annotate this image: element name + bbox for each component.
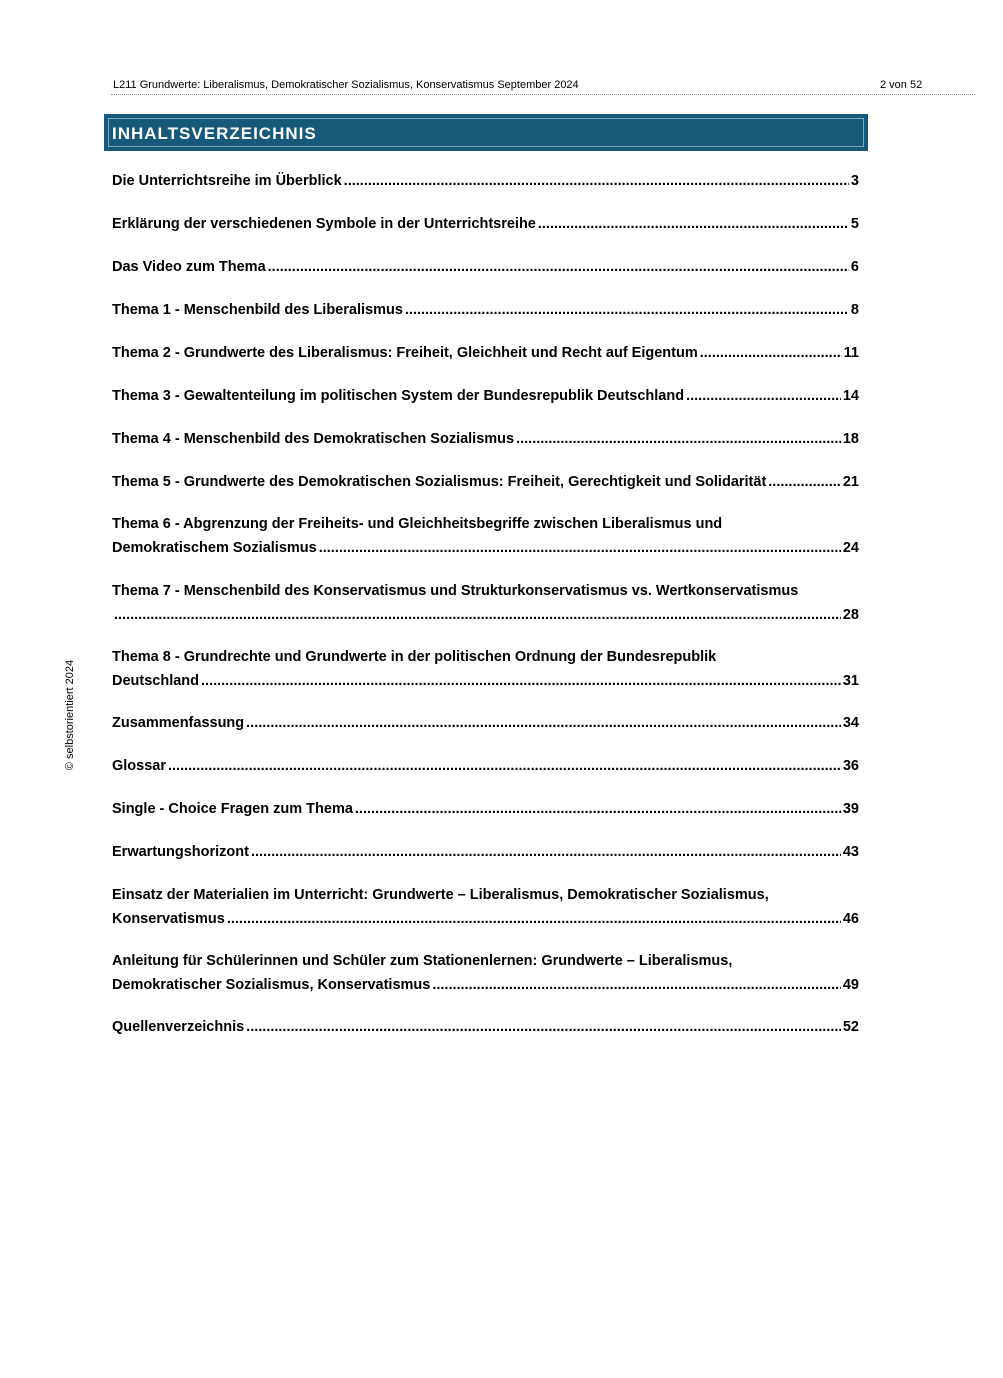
toc-dot-leader — [227, 907, 841, 931]
toc-entry-page: 46 — [842, 911, 859, 927]
toc-entry-page: 52 — [842, 1019, 859, 1035]
toc-entry[interactable] — [112, 298, 859, 322]
toc-entry-title: Thema 1 - Menschenbild des Liberalismus — [112, 302, 403, 318]
toc-entry[interactable] — [112, 470, 859, 494]
toc-entry-title: Demokratischem Sozialismus — [112, 540, 317, 556]
toc-entry[interactable] — [112, 341, 859, 365]
toc-dot-leader — [251, 840, 841, 864]
toc-dot-leader — [768, 470, 841, 494]
toc-entry-title: Demokratischer Sozialismus, Konservatismus — [112, 977, 431, 993]
toc-heading: INHALTSVERZEICHNIS — [112, 124, 317, 143]
toc-entry-page: 49 — [842, 977, 859, 993]
toc-entry-title: Thema 3 - Gewaltenteilung im politischen System der Bundesrepublik Deutschland — [112, 388, 685, 404]
toc-dot-leader — [114, 603, 841, 627]
toc-entry-title: Zusammenfassung — [112, 715, 245, 731]
toc-entry[interactable] — [112, 512, 859, 560]
toc-dot-leader — [700, 341, 842, 365]
toc-entry[interactable] — [112, 384, 859, 408]
toc-entry-title: Quellenverzeichnis — [112, 1019, 245, 1035]
toc-entry[interactable] — [112, 645, 859, 693]
toc-entry-title: Deutschland — [112, 673, 200, 689]
toc-dot-leader — [319, 536, 841, 560]
toc-entry-title-line: Anleitung für Schülerinnen und Schüler zum Stationenlernen: Grundwerte – Liberalismus, — [112, 953, 733, 969]
toc-entry-title: Single - Choice Fragen zum Thema — [112, 801, 353, 817]
toc-entry-title: Erklärung der verschiedenen Symbole in der Unterrichtsreihe — [112, 216, 536, 232]
toc-entry-page: 21 — [842, 474, 859, 490]
page-number: 2 von 52 — [880, 79, 923, 91]
toc-dot-leader — [344, 169, 849, 193]
toc-entry[interactable] — [112, 797, 859, 821]
toc-entry-title-line: Thema 8 - Grundrechte und Grundwerte in der politischen Ordnung der Bundesrepublik — [112, 649, 717, 665]
toc-entry-title: Thema 2 - Grundwerte des Liberalismus: Freiheit, Gleichheit und Recht auf Eigentum — [112, 345, 698, 361]
toc-dot-leader — [516, 427, 841, 451]
toc-dot-leader — [168, 754, 841, 778]
toc-entry-page: 18 — [842, 431, 859, 447]
toc-entry-title-line: Thema 7 - Menschenbild des Konservatismus und Strukturkonservatismus vs. Wertkonservatismus — [112, 583, 799, 599]
toc-entry-page: 14 — [842, 388, 859, 404]
toc-dot-leader — [686, 384, 841, 408]
toc-entry-page: 6 — [850, 259, 859, 275]
toc-entry[interactable] — [112, 711, 859, 735]
toc-entry-title: Thema 4 - Menschenbild des Demokratischen Sozialismus — [112, 431, 515, 447]
toc-dot-leader — [405, 298, 849, 322]
toc-entry-page: 36 — [842, 758, 859, 774]
toc-heading-banner — [104, 114, 868, 151]
toc-entry[interactable] — [112, 840, 859, 864]
toc-entry[interactable] — [112, 754, 859, 778]
toc-entry[interactable] — [112, 579, 859, 627]
toc-entry[interactable] — [112, 255, 859, 279]
toc-entry-title: Thema 5 - Grundwerte des Demokratischen Sozialismus: Freiheit, Gerechtigkeit und Solidarität — [112, 474, 767, 490]
toc-entry-page: 5 — [850, 216, 859, 232]
toc-entry-page: 8 — [850, 302, 859, 318]
copyright-text: © selbstorientiert 2024 — [64, 659, 76, 771]
toc-entry[interactable] — [112, 883, 859, 931]
toc-entry-page: 31 — [842, 673, 859, 689]
toc-dot-leader — [538, 212, 849, 236]
toc-entry[interactable] — [112, 169, 859, 193]
toc-entry-page: 34 — [842, 715, 859, 731]
toc-entry-title: Glossar — [112, 758, 166, 774]
toc-entry-title-line: Einsatz der Materialien im Unterricht: Grundwerte – Liberalismus, Demokratischer Sozialismus, — [112, 887, 769, 903]
toc-dot-leader — [432, 973, 841, 997]
toc-dot-leader — [268, 255, 849, 279]
toc-dot-leader — [246, 711, 841, 735]
toc-entry[interactable] — [112, 949, 859, 997]
toc-entry-title: Das Video zum Thema — [112, 259, 266, 275]
toc-entry[interactable] — [112, 212, 859, 236]
toc-entry-title: Die Unterrichtsreihe im Überblick — [112, 173, 342, 189]
toc-entry-page: 11 — [843, 345, 859, 361]
toc-entry-page: 3 — [850, 173, 859, 189]
toc-entry-page: 28 — [842, 607, 859, 623]
toc-dot-leader — [201, 669, 841, 693]
toc-entry-page: 24 — [842, 540, 859, 556]
toc-dot-leader — [355, 797, 841, 821]
toc-dot-leader — [246, 1015, 841, 1039]
toc-entry-title-line: Thema 6 - Abgrenzung der Freiheits- und Gleichheitsbegriffe zwischen Liberalismus und — [112, 516, 723, 532]
toc-entry-title: Erwartungshorizont — [112, 844, 249, 860]
page-header — [111, 78, 975, 95]
toc-entry[interactable] — [112, 1015, 859, 1039]
document-title: L211 Grundwerte: Liberalismus, Demokratischer Sozialismus, Konservatismus September 2024 — [113, 79, 579, 91]
toc-entry[interactable] — [112, 427, 859, 451]
toc-entry-page: 43 — [842, 844, 859, 860]
toc-entry-title: Konservatismus — [112, 911, 225, 927]
toc-entry-page: 39 — [842, 801, 859, 817]
